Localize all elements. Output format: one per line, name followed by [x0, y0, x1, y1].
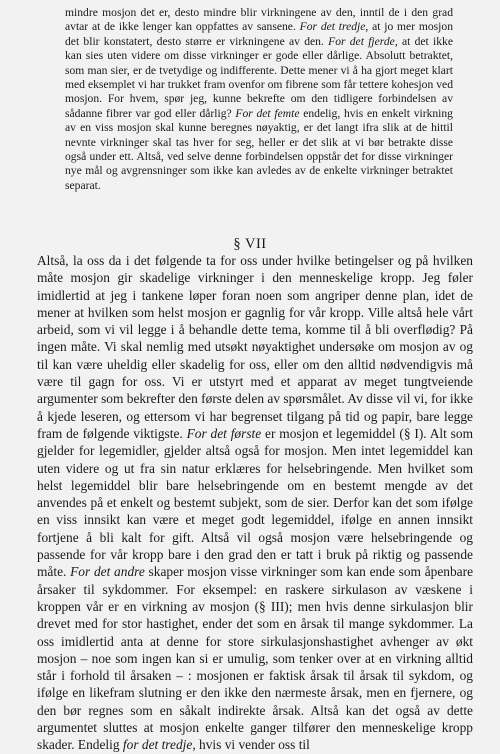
paragraph-end-of-section	[65, 6, 453, 193]
text-run: Altså, la oss da i det følgende ta for oss under hvilke betingelser og på hvilken måte mosjon gir skadelige virkninger i den menneskelige kropp. Jeg føler imidlertid at jeg i tankene løper foran noen som angriper denne plan, idet de mener at hvilken som helst mosjon er gagnlig for vår kropp. Ville altså hele vårt arbeid, som vi vil legge i å behandle dette tema, komme til å bli overflødig? På ingen måte. Vi skal nemlig med utsøkt nøyaktighet undersøke om mosjon av og til kan være uheldig eller skadelig for oss, eller om den alltid nødvendigvis må være til gagn for oss. Vi er utstyrt med et apparat av meget tungtveiende argumenter som bekrefter den første delen av spørsmålet. Av disse vil vi, for ikke å kjede leseren, og ettersom vi har begrenset tilgang på tid og papir, bare legge fram de følgende viktigste.	[37, 253, 473, 441]
text-run: er mosjon et legemiddel (§ I). Alt som gjelder for legemidler, gjelder altså også for mosjon. Men intet legemiddel kan uten videre og ut fra sin natur erklæres for helsebringende. Men hvilket som helst legemiddel blir bare helsebringende om en bestemt mengde av det anvendes på et enkelt og bestemt subjekt, som de sier. Derfor kan det som ifølge en viss innsikt kan være et meget godt legemiddel, ifølge en annen innsikt fortjene å bli kalt for gift. Altså vil også mosjon være helsebringende og passende for vår kropp bare i den grad den er tatt i bruk på riktig og passende måte.	[37, 425, 473, 580]
italic-phrase: For det andre	[70, 564, 145, 580]
text-run: , at det ikke kan sies uten videre om disse virkninger er gode eller dårlige. Absolutt betraktet, som man sier, er de tvetydige og indifferente. Dette mener vi å ha gjort meget klart med eksemplet vi har trukket fram ovenfor om fibrene som får tettere kohesjon ved mosjon. For hvem, spør jeg, kunne bekrefte om den tidligere forbindelsen av sådanne fibrer var god eller dårlig?	[65, 34, 453, 120]
italic-phrase: For det femte	[235, 106, 300, 120]
italic-phrase: For det tredje	[299, 20, 366, 34]
italic-phrase: For det fjerde	[328, 34, 395, 48]
previous-section-text	[65, 6, 453, 193]
text-run: skaper mosjon visse virkninger som kan ende som åpenbare årsaker til sykdommer. For eksempel: en raskere sirkulason av væskene i kroppen vår er en virkning av mosjon (§ III); men hvis denne sirkulasjon blir drevet med for stor hastighet, ender det som en årsak til mange sykdommer. La oss imidlertid anta at denne for store sirkulasjonshastighet avhenger av økt mosjon – noe som ingen kan si er umulig, som tenker over at en virkning alltid står i forhold til årsaken – : mosjonen er faktisk årsak til årsak til sykdom, og ifølge en likefram slutning er den ikke den nærmeste årsak, men en fjernere, og den bør regnes som en såkalt indirekte årsak. Altså kan det også av dette argumentet sluttes at mosjon enkelte ganger tilfører den menneskelige kropp skader. Endelig	[37, 564, 474, 753]
italic-phrase: for det tredje	[122, 737, 193, 753]
italic-phrase: For det første	[186, 425, 262, 441]
paragraph-section-vii	[37, 252, 473, 754]
section-heading: § VII	[233, 236, 267, 252]
text-run: , at jo mer mosjon det blir konstatert, desto større er virkningene av den.	[65, 20, 453, 48]
text-run: mindre mosjon det er, desto mindre blir virkningene av den, inntil de i den grad avtar at de ikke lenger kan oppfattes av sansene.	[65, 6, 453, 34]
text-run: , hvis vi vender oss til	[192, 737, 310, 753]
section-body	[37, 252, 473, 754]
text-run: endelig, hvis en enkelt virkning av en viss mosjon skal kunne beregnes nøyaktig, er det langt ifra slik at de hittil nevnte virkninger skal tas hver for seg, heller er det slik at vi bør betrakte disse også under ett. Altså, ved selve denne forbindelsen oppstår det for disse virkninger nye mål og avgrensninger som ikke kan avledes av de enkelte virkninger betraktet separat.	[65, 106, 453, 192]
